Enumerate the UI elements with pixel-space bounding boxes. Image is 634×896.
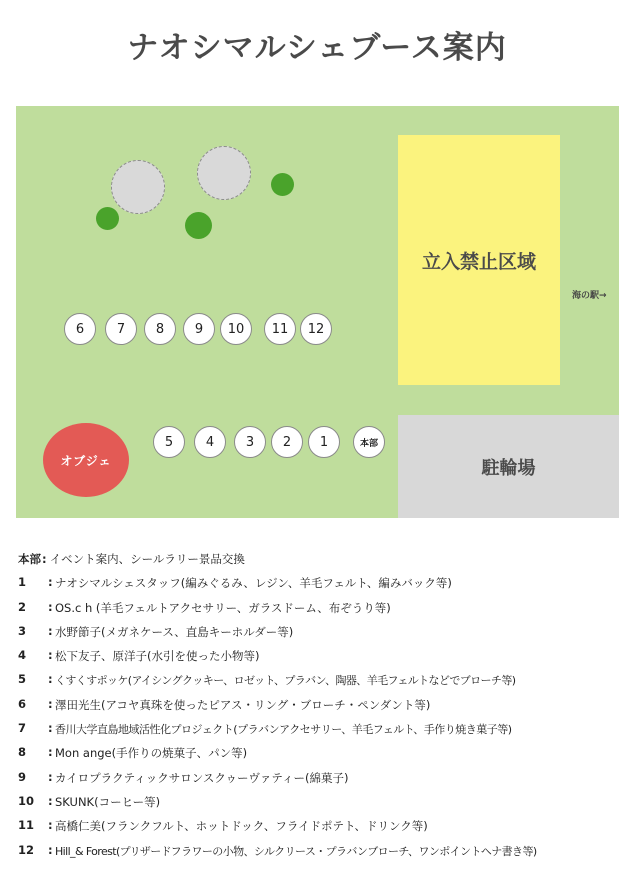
legend-key: 2 — [18, 599, 27, 614]
legend-row-11 — [18, 818, 618, 842]
legend-text: 澤田光生(アコヤ真珠を使ったピアス・リング・ブローチ・ペンダント等) — [55, 697, 431, 712]
tree-small-1 — [271, 173, 294, 196]
legend-key: 7 — [18, 721, 27, 736]
legend-key: 5 — [18, 672, 27, 687]
legend-row-10 — [18, 794, 618, 818]
legend-row-3 — [18, 624, 618, 648]
legend-colon: : — [48, 672, 53, 687]
legend-key: 4 — [18, 648, 27, 663]
legend-text: SKUNK(コーヒー等) — [55, 794, 161, 809]
legend-row-headquarters — [18, 551, 618, 575]
legend-colon: : — [48, 599, 53, 614]
legend-row-1 — [18, 575, 618, 599]
legend-colon: : — [48, 696, 53, 711]
booth-8[interactable]: 8 — [144, 313, 176, 345]
restricted-area: 立入禁止区域 — [398, 135, 560, 385]
umi-no-eki-direction: 海の駅→ — [572, 291, 607, 301]
legend-text: Hill_& Forest(プリザードフラワーの小物、シルクリース・プラバンブローチ、ワンポイントヘナ書き等) — [55, 844, 537, 858]
legend-row-7 — [18, 721, 618, 745]
legend-key: 6 — [18, 696, 27, 711]
tree-small-2 — [96, 207, 119, 230]
booth-10[interactable]: 10 — [220, 313, 252, 345]
booth-9[interactable]: 9 — [183, 313, 215, 345]
legend-key: 本部 — [18, 552, 41, 566]
legend-text: 水野節子(メガネケース、直島キーホルダー等) — [55, 624, 294, 639]
legend-key: 8 — [18, 745, 27, 760]
legend-row-8 — [18, 745, 618, 769]
legend-row-5 — [18, 672, 618, 696]
bicycle-parking: 駐輪場 — [398, 415, 619, 518]
legend-colon: : — [48, 842, 53, 857]
legend-text: カイロプラクティックサロンスクゥーヴァティー(綿菓子) — [55, 770, 349, 785]
booth-2[interactable]: 2 — [271, 426, 303, 458]
legend-row-6 — [18, 697, 618, 721]
legend-colon: : — [48, 575, 53, 590]
tree-small-3 — [185, 212, 212, 239]
legend-text: 高橋仁美(フランクフルト、ホットドック、フライドポテト、ドリンク等) — [55, 819, 428, 834]
legend-text: イベント案内、シールラリー景品交換 — [49, 552, 245, 566]
legend-colon: : — [42, 552, 47, 566]
legend-text: ナオシマルシェスタッフ(編みぐるみ、レジン、羊毛フェルト、編みバック等) — [55, 576, 452, 591]
legend-row-2 — [18, 600, 618, 624]
page-title: ナオシマルシェブース案内 — [127, 30, 507, 66]
booth-12[interactable]: 12 — [300, 313, 332, 345]
legend-colon: : — [48, 745, 53, 760]
objet: オブジェ — [43, 423, 129, 497]
legend-key: 11 — [18, 818, 35, 833]
legend-text: Mon ange(手作りの焼菓子、パン等) — [55, 746, 248, 761]
legend-colon: : — [48, 769, 53, 784]
legend-colon: : — [48, 818, 53, 833]
booth-11[interactable]: 11 — [264, 313, 296, 345]
booth-3[interactable]: 3 — [234, 426, 266, 458]
site-map — [16, 106, 619, 518]
legend-colon: : — [48, 623, 53, 638]
legend-colon: : — [48, 793, 53, 808]
legend-colon: : — [48, 648, 53, 663]
booth-7[interactable]: 7 — [105, 313, 137, 345]
legend-key: 10 — [18, 793, 35, 808]
booth-5[interactable]: 5 — [153, 426, 185, 458]
legend-row-4 — [18, 648, 618, 672]
legend-text: OS.c h (羊毛フェルトアクセサリー、ガラスドーム、布ぞうり等) — [55, 600, 391, 615]
legend-row-12 — [18, 843, 618, 867]
tree-large-1 — [111, 160, 165, 214]
legend-key: 12 — [18, 842, 35, 857]
booth-1[interactable]: 1 — [308, 426, 340, 458]
booth-legend — [18, 551, 618, 867]
tree-large-2 — [197, 146, 251, 200]
legend-key: 9 — [18, 769, 27, 784]
legend-text: 香川大学直島地域活性化プロジェクト(プラバンアクセサリー、羊毛フェルト、手作り焼き菓子等) — [55, 723, 512, 737]
booth-6[interactable]: 6 — [64, 313, 96, 345]
booth-headquarters[interactable]: 本部 — [353, 426, 385, 458]
legend-text: 松下友子、原洋子(水引を使った小物等) — [55, 649, 260, 664]
legend-key: 1 — [18, 575, 27, 590]
legend-key: 3 — [18, 623, 27, 638]
legend-colon: : — [48, 721, 53, 736]
legend-text: くすくすポッケ(アイシングクッキー、ロゼット、プラバン、陶器、羊毛フェルトなどでブローチ等) — [55, 674, 516, 688]
legend-row-9 — [18, 770, 618, 794]
booth-4[interactable]: 4 — [194, 426, 226, 458]
